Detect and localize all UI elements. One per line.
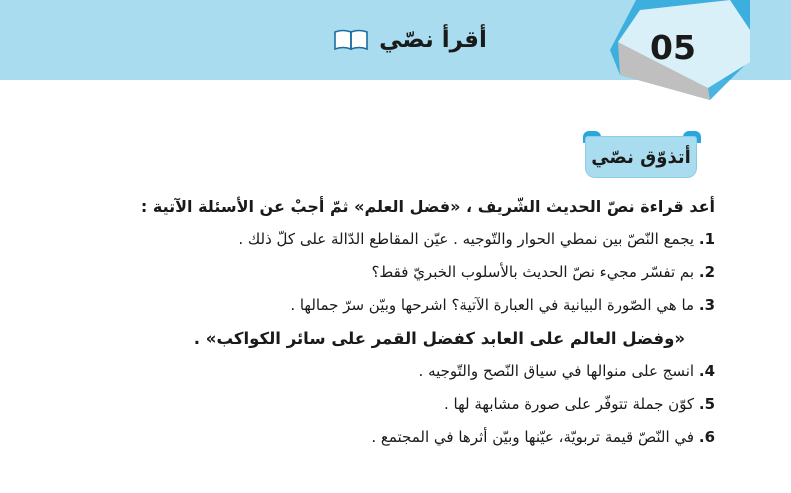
question-text: ما هي الصّورة البيانية في العبارة الآتية؟ اشرحها وبيّن سرّ جمالها . [290,296,695,314]
question-text: كوّن جملة تتوفّر على صورة مشابهة لها . [444,395,695,413]
question-number: 6. [698,428,715,446]
question-3 [150,289,715,322]
page-title-text: أقرأ نصّي [379,27,487,53]
question-5 [150,388,715,421]
question-text: انسج على منوالها في سياق النّصح والتّوجيه . [418,362,695,380]
question-6 [150,421,715,454]
question-number: 1. [698,230,715,248]
hadith-quote: «وفضل العالم على العابد كفضل القمر على سائر الكواكب» . [193,329,685,348]
section-label: أتذوّق نصّي [585,136,697,178]
book-icon [333,28,369,52]
question-2 [150,256,715,289]
page-title [300,18,520,62]
section-tag [585,131,699,176]
question-number: 4. [698,362,715,380]
intro-instruction: أعد قراءة نصّ الحديث الشّريف ، «فضل العلم» ثمّ أجبْ عن الأسئلة الآتية : [140,197,715,216]
question-number: 3. [698,296,715,314]
question-text: في النّصّ قيمة تربويّة، عيّنها وبيّن أثرها في المجتمع . [371,428,695,446]
question-number: 5. [698,395,715,413]
question-number: 2. [698,263,715,281]
exercise-content [140,190,715,454]
lesson-number: 05 [650,28,696,67]
question-text: بم تفسّر مجيء نصّ الحديث بالأسلوب الخبريّ فقط؟ [371,263,695,281]
question-1 [150,223,715,256]
question-4 [150,355,715,388]
question-text: يجمع النّصّ بين نمطي الحوار والتّوجيه . عيّن المقاطع الدّالة على كلّ ذلك . [238,230,695,248]
